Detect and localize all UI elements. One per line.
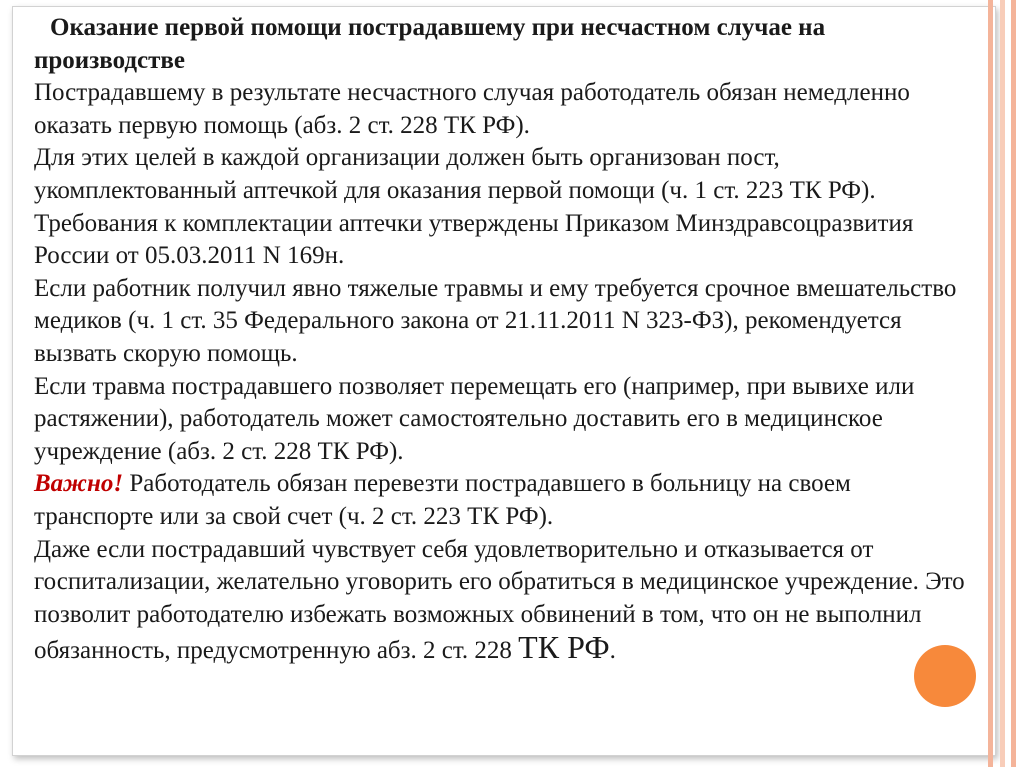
decorative-stripes	[988, 0, 1016, 767]
paragraph-1: Пострадавшему в результате несчастного случая работодатель обязан немедленно оказать первую помощь (абз. 2 ст. 228 ТК РФ).	[34, 79, 910, 139]
last-paragraph: Даже если пострадавший чувствует себя удовлетворительно и отказывается от госпитализации, желательно уговорить его обратиться в медицинское учреждение. Это позволит работодателю избежать возможных обвинений в том, что он не выполнил обязанность, предусмотренную абз. 2 ст. 228 ТК РФ.	[34, 535, 965, 666]
stripe	[1000, 0, 1005, 767]
paragraph-2: Для этих целей в каждой организации должен быть организован пост, укомплектованный аптечкой для оказания первой помощи (ч. 1 ст. 223 ТК РФ). Требования к комплектации аптечки утверждены Приказом Минздравсоцразвития России от 05.03.2011 N 169н.	[34, 144, 914, 270]
stripe	[1011, 0, 1016, 767]
important-text: Работодатель обязан перевезти пострадавшего в больницу на своем транспорте или за свой счет (ч. 2 ст. 223 ТК РФ).	[34, 470, 851, 530]
stripe	[988, 0, 993, 767]
tk-rf-large: ТК РФ	[518, 629, 610, 666]
paragraph-3: Если работник получил явно тяжелые травмы и ему требуется срочное вмешательство медиков (ч. 1 ст. 35 Федерального закона от 21.11.2011 N 323-ФЗ), рекомендуется вызвать скорую помощь.	[34, 274, 957, 367]
decorative-circle	[914, 645, 976, 707]
slide-content	[34, 12, 969, 668]
important-label: Важно!	[34, 470, 124, 498]
paragraph-4: Если травма пострадавшего позволяет перемещать его (например, при вывихе или растяжении), работодатель может самостоятельно доставить его в медицинское учреждение (абз. 2 ст. 228 ТК РФ).	[34, 372, 915, 465]
important-paragraph	[34, 468, 969, 533]
slide-title: Оказание первой помощи пострадавшему при несчастном случае на производстве	[34, 14, 826, 74]
